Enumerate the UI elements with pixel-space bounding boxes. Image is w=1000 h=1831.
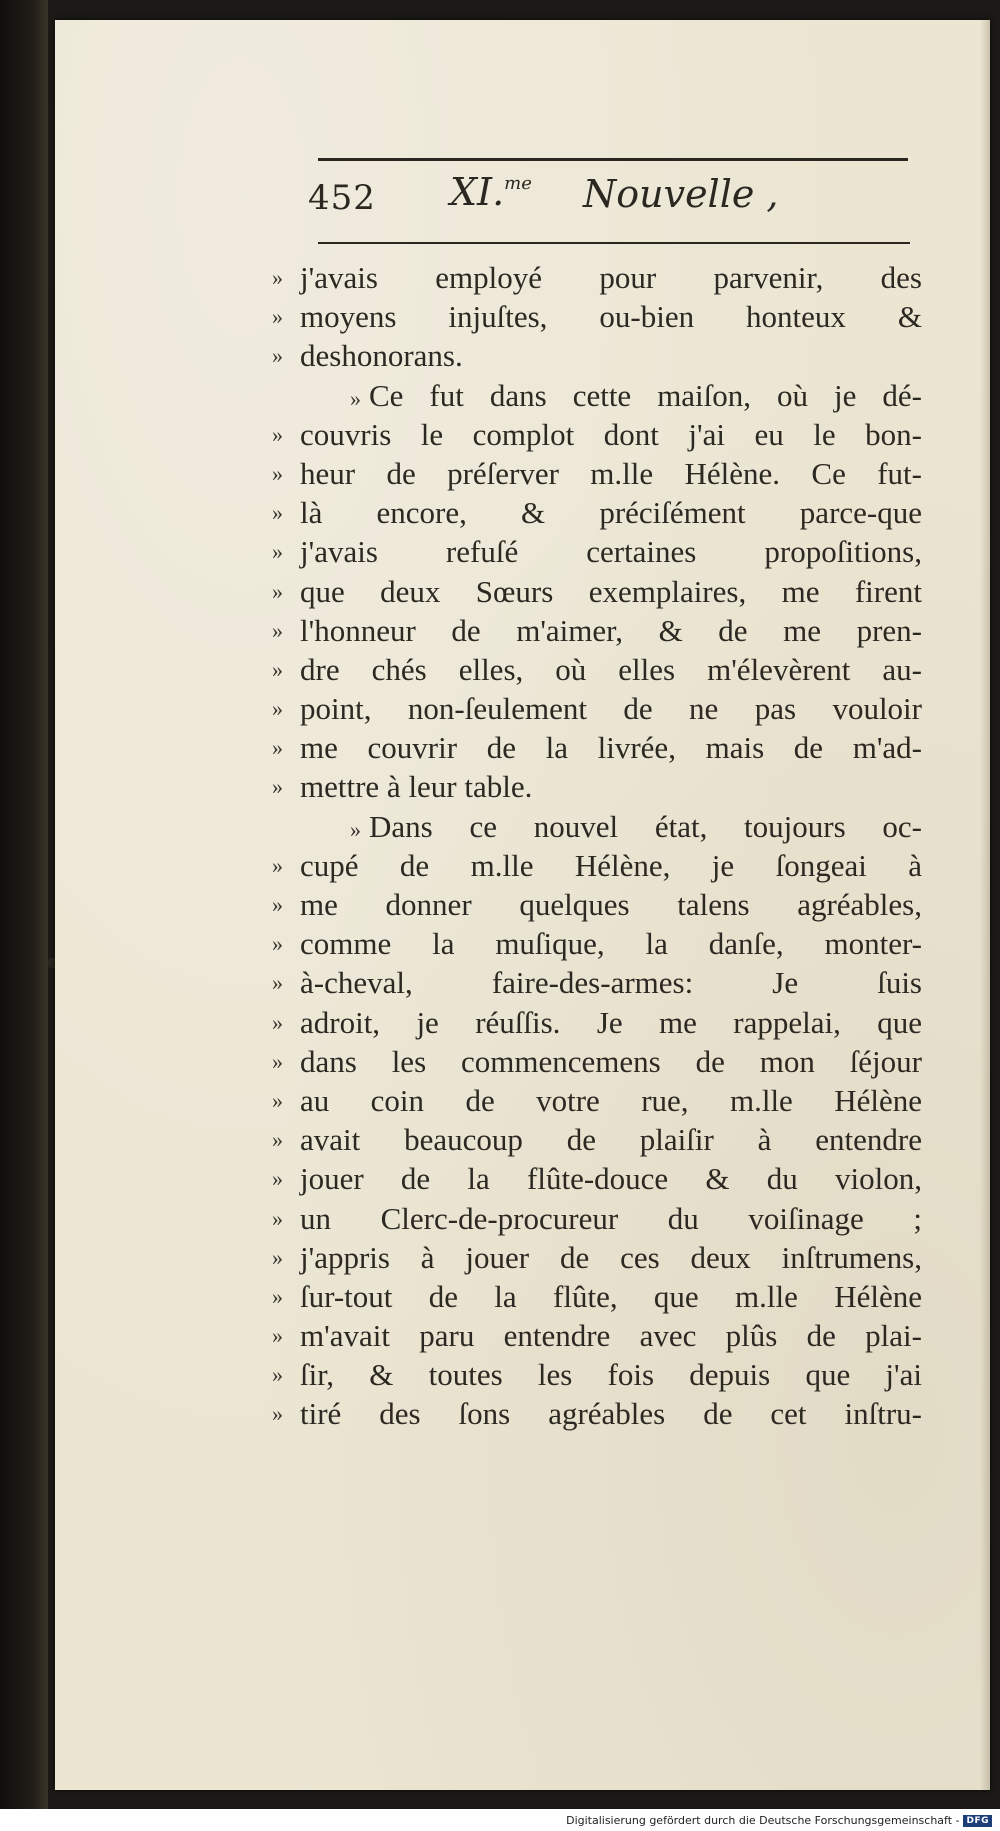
quote-marker: » [272, 539, 283, 565]
quote-marker: » [272, 617, 283, 643]
running-head [308, 168, 908, 228]
quote-marker: » [272, 656, 283, 682]
line-text: ſir, & toutes les fois depuis que j'ai [300, 1357, 922, 1393]
text-line [272, 493, 922, 532]
text-line [272, 1394, 922, 1433]
text-line [272, 1081, 922, 1120]
line-text: me couvrir de la livrée, mais de m'ad- [300, 730, 922, 766]
quote-marker: » [272, 578, 283, 604]
quote-marker: » [272, 1087, 283, 1113]
line-text: ſur-tout de la flûte, que m.lle Hélène [300, 1278, 922, 1314]
text-line [272, 1159, 922, 1198]
text-line [272, 924, 922, 963]
quote-marker: » [272, 1205, 283, 1231]
quote-marker: » [272, 970, 283, 996]
text-line [272, 767, 922, 806]
line-text: que deux Sœurs exemplaires, me firent [300, 573, 922, 609]
text-line [300, 807, 922, 846]
quote-marker: » [272, 1048, 283, 1074]
line-text: adroit, je réuſſis. Je me rappelai, que [300, 1004, 922, 1040]
quote-marker: » [272, 304, 283, 330]
text-line [272, 1316, 922, 1355]
text-line [272, 611, 922, 650]
text-line [272, 846, 922, 885]
line-text: me donner quelques talens agréables, [300, 887, 922, 922]
quote-marker: » [350, 816, 361, 842]
line-text: là encore, & préciſément parce-que [300, 495, 922, 531]
header-rule-bottom [318, 242, 910, 244]
quote-marker: » [272, 696, 283, 722]
chapter-numeral: XI. [450, 170, 505, 214]
body-text [272, 258, 922, 1434]
quote-marker: » [272, 1009, 283, 1035]
quote-marker: » [350, 385, 361, 411]
line-text: comme la muſique, la danſe, monter- [300, 926, 922, 962]
line-text: point, non-ſeulement de ne pas vouloir [300, 691, 922, 727]
line-text: Dans ce nouvel état, toujours oc- [369, 808, 922, 844]
line-text: mettre à leur table. [300, 769, 533, 805]
text-line [272, 572, 922, 611]
quote-marker: » [272, 265, 283, 290]
line-text: au coin de votre rue, m.lle Hélène [300, 1082, 922, 1118]
line-text: m'avait paru entendre avec plûs de plai- [300, 1318, 922, 1354]
line-text: j'appris à jouer de ces deux inſtrumens, [300, 1239, 922, 1275]
digitization-footer-bar [0, 1809, 1000, 1831]
line-text: couvris le complot dont j'ai eu le bon- [300, 416, 922, 452]
quote-marker: » [272, 343, 283, 369]
header-rule-top [318, 158, 908, 161]
line-text: un Clerc-de-procureur du voiſinage ; [300, 1200, 922, 1236]
digitization-credit-text: Digitalisierung gefördert durch die Deutsche Forschungsgemeinschaft - [566, 1814, 960, 1827]
quote-marker: » [272, 892, 283, 917]
text-line [272, 885, 922, 924]
quote-marker: » [272, 774, 283, 800]
text-line [272, 336, 922, 375]
quote-marker: » [272, 735, 283, 761]
line-text: avait beaucoup de plaiſir à entendre [300, 1122, 922, 1158]
line-text: j'avais refuſé certaines propoſitions, [300, 534, 922, 570]
line-text: à-cheval, faire-des-armes: Je ſuis [300, 965, 922, 1001]
text-line [272, 1042, 922, 1081]
text-line [272, 650, 922, 689]
text-line [272, 1277, 922, 1316]
line-text: jouer de la flûte-douce & du violon, [300, 1161, 922, 1197]
quote-marker: » [272, 1401, 283, 1427]
text-line [272, 963, 922, 1002]
text-line [272, 1199, 922, 1238]
line-text: cupé de m.lle Hélène, je ſongeai à [300, 847, 922, 883]
line-text: j'avais employé pour parvenir, des [300, 260, 922, 295]
quote-marker: » [272, 852, 283, 878]
page-number: 452 [308, 178, 376, 218]
quote-marker: » [272, 1166, 283, 1192]
chapter-superscript: me [504, 173, 532, 194]
chapter-number [450, 170, 532, 214]
digitization-credit [566, 1814, 992, 1827]
quote-marker: » [272, 1362, 283, 1388]
line-text: tiré des ſons agréables de cet inſtru- [300, 1396, 922, 1432]
quote-marker: » [272, 421, 283, 447]
text-line [272, 1120, 922, 1159]
running-title: Nouvelle , [583, 172, 779, 216]
text-line [272, 297, 922, 336]
line-text: deshonorans. [300, 338, 463, 374]
text-line [272, 415, 922, 454]
line-text: l'honneur de m'aimer, & de me pren- [300, 612, 922, 648]
dfg-logo: DFG [963, 1815, 992, 1827]
line-text: heur de préſerver m.lle Hélène. Ce fut- [300, 455, 922, 491]
text-line [272, 1238, 922, 1277]
text-line [272, 1355, 922, 1394]
book-binding-edge [0, 0, 48, 1831]
text-line [300, 376, 922, 415]
text-line [272, 728, 922, 767]
quote-marker: » [272, 1127, 283, 1153]
quote-marker: » [272, 931, 283, 957]
line-text: Ce fut dans cette maiſon, où je dé- [369, 377, 922, 413]
text-line [272, 532, 922, 571]
quote-marker: » [272, 500, 283, 526]
text-line [272, 1003, 922, 1042]
text-line [272, 689, 922, 728]
quote-marker: » [272, 1283, 283, 1309]
quote-marker: » [272, 460, 283, 486]
text-line [272, 454, 922, 493]
line-text: dre chés elles, où elles m'élevèrent au- [300, 651, 922, 687]
quote-marker: » [272, 1244, 283, 1270]
line-text: dans les commencemens de mon ſéjour [300, 1043, 922, 1079]
text-line [272, 258, 922, 297]
page-edge-shadow [980, 20, 990, 1790]
quote-marker: » [272, 1323, 283, 1349]
line-text: moyens injuſtes, ou-bien honteux & [300, 299, 922, 335]
